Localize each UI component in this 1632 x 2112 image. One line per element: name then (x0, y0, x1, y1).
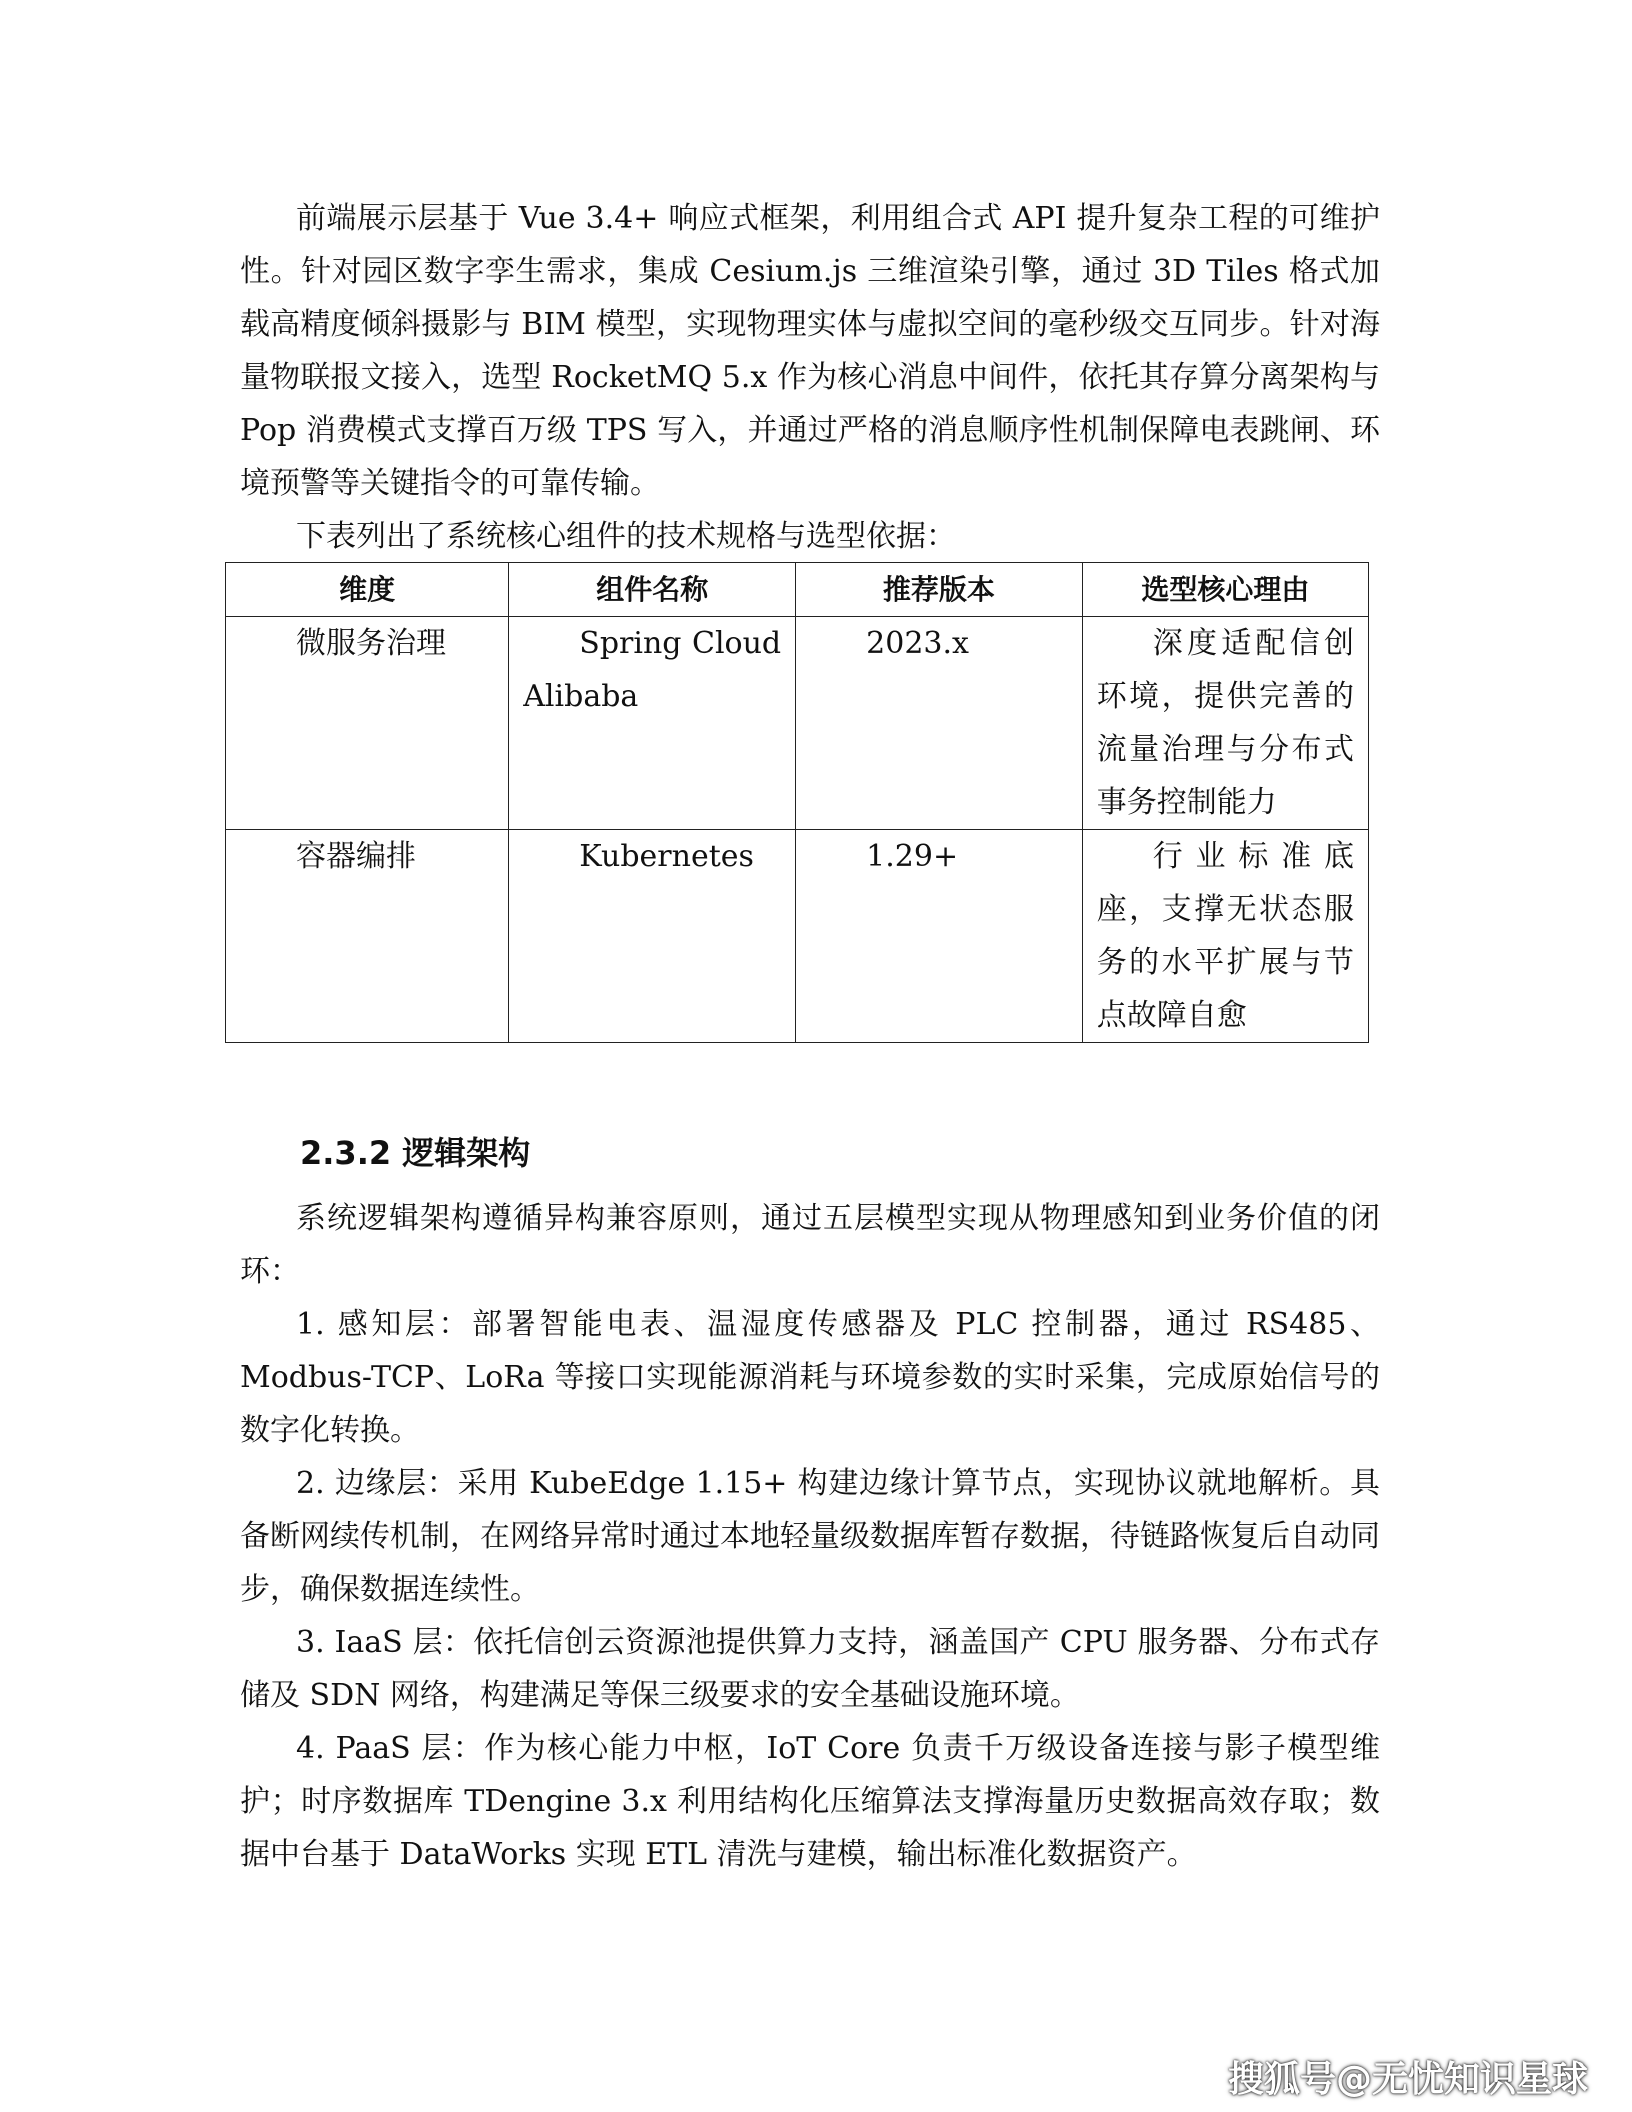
layer-iaas-paragraph: 3. IaaS 层：依托信创云资源池提供算力支持，涵盖国产 CPU 服务器、分布式存储及 SDN 网络，构建满足等保三级要求的安全基础设施环境。 (240, 1625, 1380, 1713)
table-intro-paragraph: 下表列出了系统核心组件的技术规格与选型依据： (296, 519, 956, 554)
table-cell: 2023.x (796, 617, 1083, 830)
table-header-cell: 选型核心理由 (1082, 563, 1368, 617)
table-cell: 深度适配信创环境，提供完善的流量治理与分布式事务控制能力 (1082, 617, 1368, 830)
table-cell: 微服务治理 (226, 617, 509, 830)
logic-intro-paragraph: 系统逻辑架构遵循异构兼容原则，通过五层模型实现从物理感知到业务价值的闭环： (240, 1201, 1380, 1289)
intro-paragraph: 前端展示层基于 Vue 3.4+ 响应式框架，利用组合式 API 提升复杂工程的可维护性。针对园区数字孪生需求，集成 Cesium.js 三维渲染引擎，通过 3D Tiles 格式加载高精度倾斜摄影与 BIM 模型，实现物理实体与虚拟空间的毫秒级交互同步。针对海量物联报文接入，选型 RocketMQ 5.x 作为核心消息中间件，依托其存算分离架构与 Pop 消费模式支撑百万级 TPS 写入，并通过严格的消息顺序性机制保障电表跳闸、环境预警等关键指令的可靠传输。 (240, 201, 1380, 501)
table-cell: 1.29+ (796, 830, 1083, 1043)
section-heading: 2.3.2 逻辑架构 (300, 1134, 531, 1172)
layer-paas-paragraph: 4. PaaS 层：作为核心能力中枢，IoT Core 负责千万级设备连接与影子模型维护；时序数据库 TDengine 3.x 利用结构化压缩算法支撑海量历史数据高效存取；数据中台基于 DataWorks 实现 ETL 清洗与建模，输出标准化数据资产。 (240, 1731, 1380, 1872)
table-cell: Spring Cloud Alibaba (509, 617, 796, 830)
table-cell: 容器编排 (226, 830, 509, 1043)
layer-perception-paragraph: 1. 感知层：部署智能电表、温湿度传感器及 PLC 控制器，通过 RS485、Modbus-TCP、LoRa 等接口实现能源消耗与环境参数的实时采集，完成原始信号的数字化转换。 (240, 1307, 1380, 1448)
table-header-row (226, 563, 1369, 617)
table-header-cell: 推荐版本 (796, 563, 1083, 617)
table-row (226, 830, 1369, 1043)
table-row (226, 617, 1369, 830)
table-header-cell: 维度 (226, 563, 509, 617)
layer-edge-paragraph: 2. 边缘层：采用 KubeEdge 1.15+ 构建边缘计算节点，实现协议就地解析。具备断网续传机制，在网络异常时通过本地轻量级数据库暂存数据，待链路恢复后自动同步，确保数据连续性。 (240, 1466, 1380, 1607)
watermark: 搜狐号@无忧知识星球 (1227, 2059, 1588, 2100)
table-cell: Kubernetes (509, 830, 796, 1043)
spec-table (225, 562, 1369, 1043)
table-header-cell: 组件名称 (509, 563, 796, 617)
table-cell: 行业标准底座，支撑无状态服务的水平扩展与节点故障自愈 (1082, 830, 1368, 1043)
